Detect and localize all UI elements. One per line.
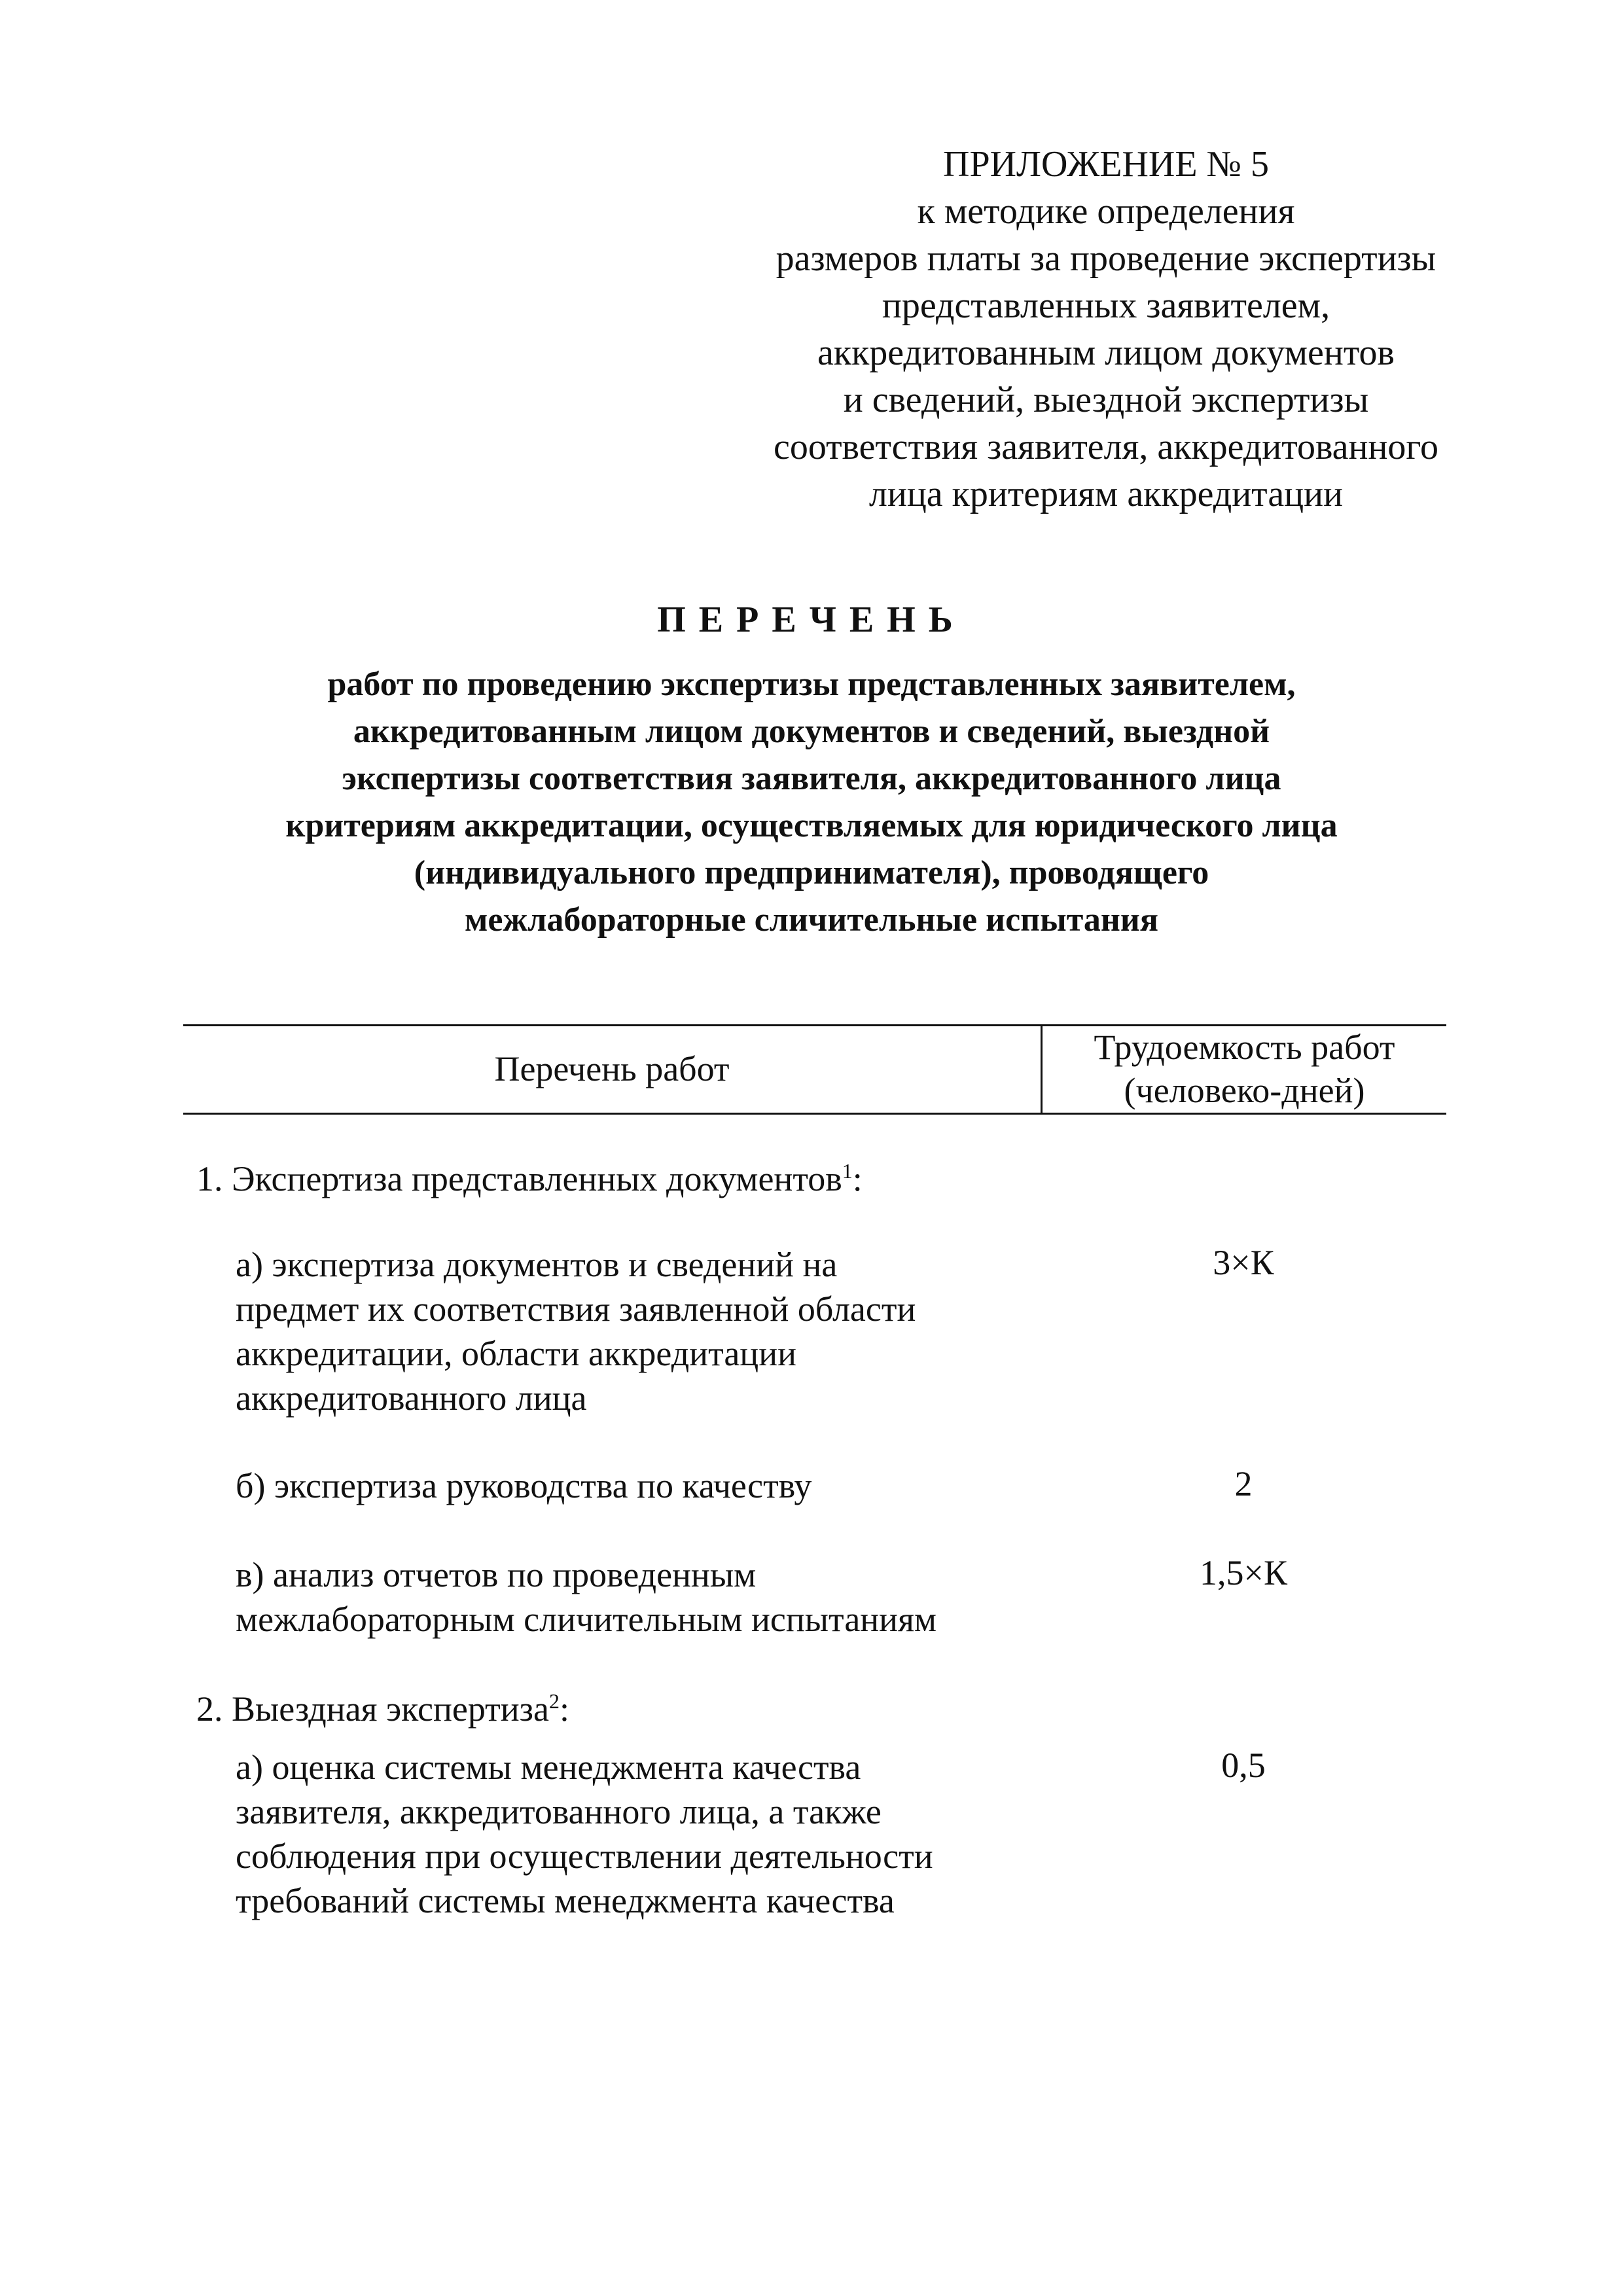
subtitle-line: межлабораторные сличительные испытания [465,901,1158,939]
item-line: аккредитованного лица [236,1378,587,1418]
annex-title: ПРИЛОЖЕНИЕ № 5 [943,144,1269,185]
item-line: предмет их соответствия заявленной области [236,1289,916,1329]
annex-line: к методике определения [917,191,1295,232]
labor-value: 2 [1234,1464,1253,1503]
list-item [236,1242,1021,1420]
annex-line: аккредитованным лицом документов [817,332,1395,373]
item-line: аккредитации, области аккредитации [236,1334,796,1373]
annex-header [681,141,1531,518]
list-item [236,1552,1021,1641]
list-item [236,1745,1021,1923]
item-line: межлабораторным сличительным испытаниям [236,1600,937,1639]
document-subtitle [164,661,1459,944]
annex-line: соответствия заявителя, аккредитованного [773,427,1439,467]
footnote-ref: 1 [842,1159,853,1183]
table-header-labor [1043,1024,1446,1113]
list-item [236,1463,1021,1508]
subtitle-line: аккредитованным лицом документов и сведений, выездной [353,713,1270,750]
document-heading: ПЕРЕЧЕНЬ [657,600,966,640]
annex-line: размеров платы за проведение экспертизы [776,238,1436,279]
item-line: а) оценка системы менеджмента качества [236,1748,861,1787]
labor-value: 1,5×К [1200,1553,1287,1592]
item-line: требований системы менеджмента качества [236,1881,895,1920]
table-header-labor-line2: (человеко-дней) [1124,1070,1365,1110]
section-title [196,1689,569,1729]
section-title [196,1158,863,1199]
item-line: заявителя, аккредитованного лица, а также [236,1792,882,1831]
table-header-works: Перечень работ [494,1049,730,1088]
item-line: а) экспертиза документов и сведений на [236,1245,838,1284]
annex-line: лица критериям аккредитации [868,474,1344,514]
item-line: в) анализ отчетов по проведенным [236,1555,757,1594]
annex-line: и сведений, выездной экспертизы [843,380,1369,420]
subtitle-line: (индивидуального предпринимателя), проводящего [414,854,1209,891]
subtitle-line: работ по проведению экспертизы представленных заявителем, [327,666,1296,703]
subtitle-line: критериям аккредитации, осуществляемых для юридического лица [285,807,1338,844]
labor-value: 3×К [1213,1243,1274,1282]
item-line: б) экспертиза руководства по качеству [236,1466,812,1505]
labor-value: 0,5 [1221,1746,1266,1785]
section-title-text: 1. Экспертиза представленных документов [196,1159,842,1198]
table-header-labor-line1: Трудоемкость работ [1094,1027,1395,1067]
section-title-suffix: : [852,1159,863,1198]
annex-line: представленных заявителем, [882,285,1330,326]
item-line: соблюдения при осуществлении деятельности [236,1837,933,1876]
section-title-text: 2. Выездная экспертиза [196,1689,549,1729]
section-title-suffix: : [559,1689,569,1729]
footnote-ref: 2 [548,1689,560,1713]
table-header-rule [183,1113,1446,1115]
subtitle-line: экспертизы соответствия заявителя, аккредитованного лица [342,760,1281,797]
